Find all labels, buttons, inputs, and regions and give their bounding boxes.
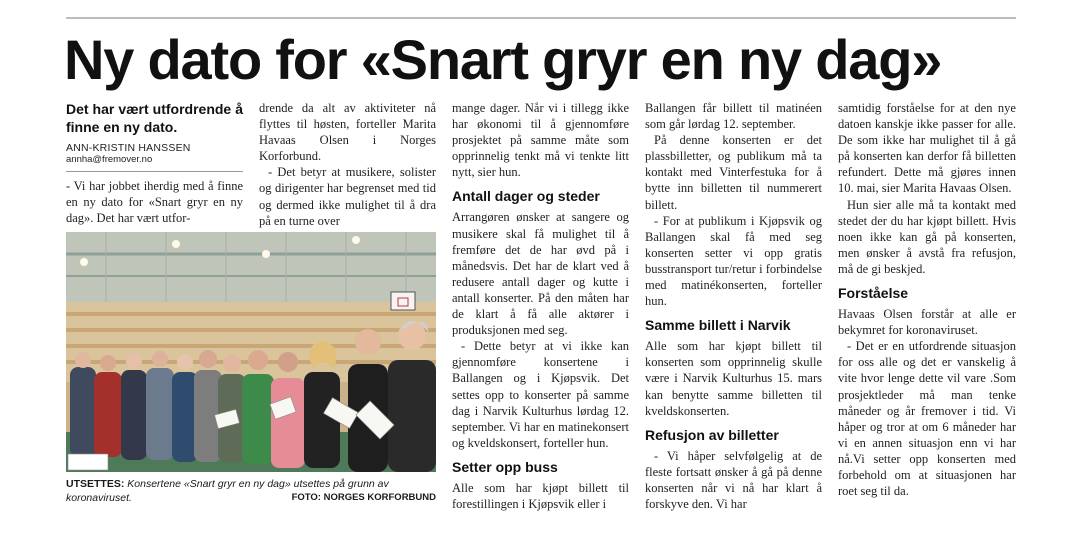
caption-tag: UTSETTES: <box>66 478 125 490</box>
paragraph: Ballangen får billett til matinéen som går lørdag 12. september. <box>645 101 822 132</box>
paragraph: samtidig forståelse for at den nye datoen kanskje ikke passer for alle. De som ikke har mulighet til å gå på konserten kan derfor få billetten refundert. Dette må gjøres innen 10. mai, sier Marita Havaas Olsen. <box>838 101 1016 196</box>
headline: Ny dato for «Snart gryr en ny dag» <box>64 28 942 91</box>
paragraph: - For at publikum i Kjøpsvik og Ballangen skal få med seg konserten setter vi opp gratis busstransport tur/retur i forbindelse med matinékonserten, forteller hun. <box>645 213 822 309</box>
column-3 <box>452 100 629 512</box>
byline-email[interactable]: annha@fremover.no <box>66 154 153 165</box>
subheading: Setter opp buss <box>452 458 558 475</box>
choir-illustration <box>66 232 436 472</box>
column-1 <box>66 100 243 226</box>
paragraph: - Det betyr at musikere, solister og dirigenter har begrenset med tid og dermed ikke mulighet til å dra på en turne over <box>259 165 436 228</box>
paragraph: mange dager. Når vi i tillegg ikke har økonomi til å gjennomføre prosjektet på samme måte som opprinnelig tenkt må vi tenkte litt nytt, sier hun. <box>452 101 629 180</box>
paragraph: Hun sier alle må ta kontakt med stedet der du har kjøpt billett. Hvis noen ikke kan gå på konserten, men ønsker å avstå fra refusjon, må de gi beskjed. <box>838 197 1016 276</box>
column-2 <box>259 100 436 229</box>
column-5 <box>838 100 1016 499</box>
byline-divider <box>66 171 243 172</box>
paragraph: - Dette betyr at vi ikke kan gjennomføre konsertene i Ballangen og i Kjøpsvik. Det settes opp to konserter på samme dag i Narvik Kulturhus lørdag 12. september. Vi har en matinekonsert og kveldskonsert, forteller hun. <box>452 339 629 450</box>
paragraph: Alle som har kjøpt billett til konserten som opprinnelig skulle være i Narvik Kulturhus 15. mars kan benytte samme billetten til kveldskonserten. <box>645 339 822 418</box>
paragraph: Arrangøren ønsker at sangere og musikere skal få mulighet til å fremføre det de har øvd på i månedsvis. Det har de klart ved å redusere antall dager og kutte i antall konserter. På den måten har de klart å få alle aktører i produksjonen med seg. <box>452 210 629 338</box>
subheading: Refusjon av billetter <box>645 426 779 443</box>
top-rule <box>66 17 1016 19</box>
column-4 <box>645 100 822 512</box>
paragraph: drende da alt av aktiviteter nå flyttes til høsten, forteller Marita Havaas Olsen i Norges Korforbund. <box>259 101 436 164</box>
paragraph: - Vi har jobbet iherdig med å finne en ny dato for «Snart gryr en ny dag». Det har vært utfor- <box>66 179 243 226</box>
subheading: Samme billett i Narvik <box>645 317 791 334</box>
subheading: Forståelse <box>838 285 909 302</box>
paragraph: På denne konserten er det plassbilletter, og publikum må ta kontakt med Vinterfestuka for å bytte inn billetten til nummerert billett. <box>645 133 822 212</box>
lead-text: Det har vært utfordrende å finne en ny dato. <box>66 101 243 135</box>
paragraph: - Det er en utfordrende situasjon for oss alle og det er vanskelig å vite hvor lenge dette vil vare .Som prosjektleder må man tenke måneder og år fremover i tid. Vi håper og tror at om 6 måneder har vi en annen situasjon enn vi har nå.Vi setter opp konserten med forbehold om at situasjonen har roet seg til da. <box>838 339 1016 499</box>
photo-caption <box>66 477 436 505</box>
paragraph: Alle som har kjøpt billett til forestillingen i Kjøpsvik eller i <box>452 480 629 511</box>
photo-credit: FOTO: NORGES KORFORBUND <box>291 492 436 503</box>
paragraph: - Vi håper selvfølgelig at de fleste fortsatt ønsker å gå på denne konserten når vi nå har klart å forskyve den. Vi har <box>645 448 822 511</box>
paragraph: Havaas Olsen forstår at alle er bekymret for koronaviruset. <box>838 307 1016 338</box>
subheading: Antall dager og steder <box>452 188 600 205</box>
caption-text: Konsertene «Snart gryr en ny dag» utsettes på grunn av koronaviruset. <box>66 478 389 504</box>
byline-author: ANN-KRISTIN HANSSEN <box>66 142 191 154</box>
choir-photo <box>66 232 436 472</box>
